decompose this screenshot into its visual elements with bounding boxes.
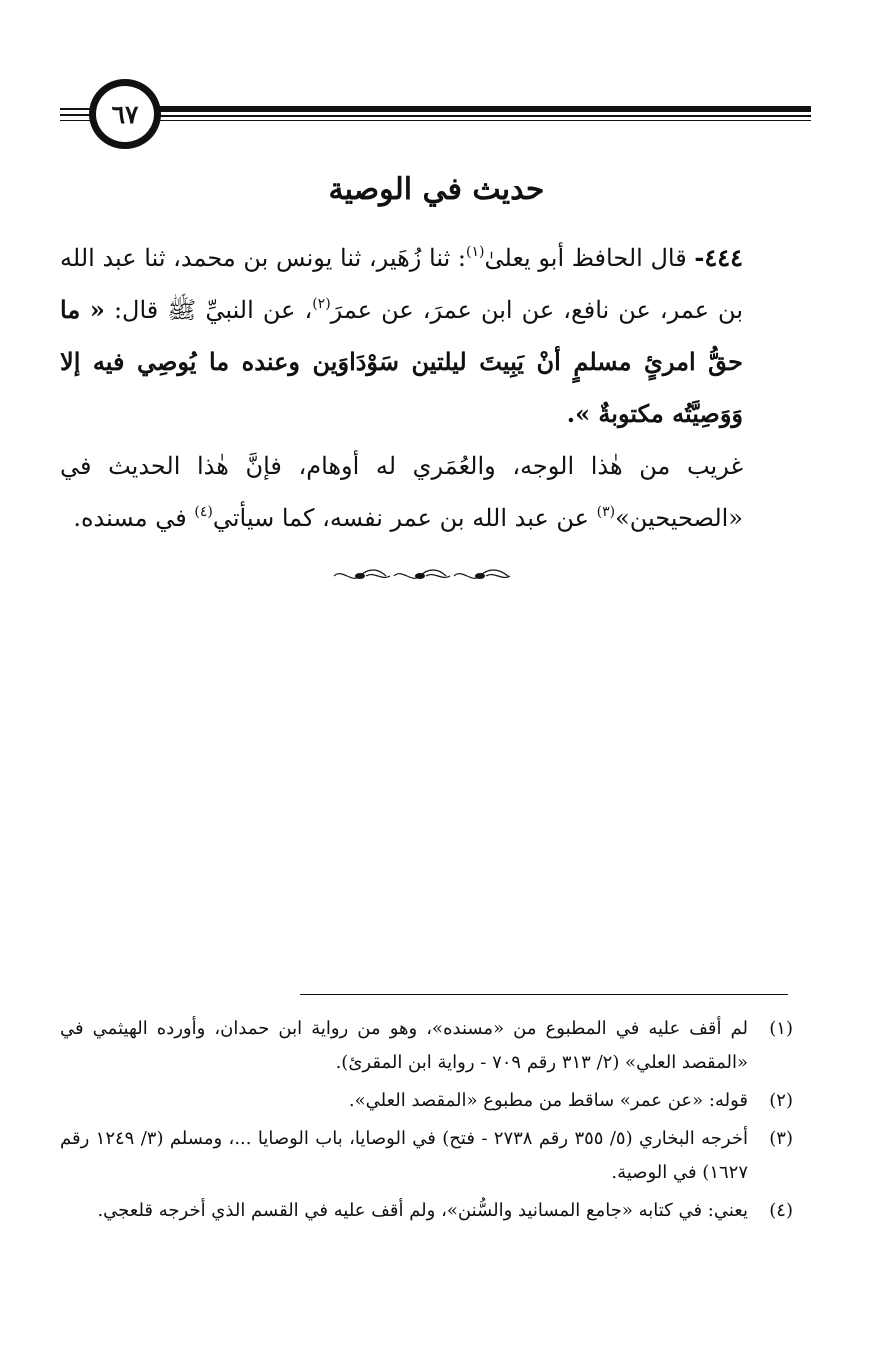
- isnad-text: قال الحافظ أبو يعلىٰ: [484, 244, 687, 272]
- footnote-ref[interactable]: (٢): [312, 296, 331, 312]
- section-divider-ornament: [330, 568, 515, 584]
- footnote-ref[interactable]: (١): [466, 244, 485, 260]
- section-title: حديث في الوصية: [328, 172, 545, 207]
- commentary-text: في مسنده.: [73, 504, 195, 532]
- footnote-separator: [300, 994, 788, 995]
- footnotes: [60, 1012, 793, 1232]
- footnote-ref[interactable]: (٣): [596, 504, 616, 520]
- footnote-number: (٣): [769, 1128, 793, 1149]
- commentary-paragraph: [60, 440, 813, 544]
- header-rule: [150, 115, 811, 117]
- footnote-text: قوله: «عن عمر» ساقط من مطبوع «المقصد العلي».: [348, 1090, 748, 1111]
- footnote-number: (٤): [769, 1200, 793, 1221]
- footnote-text: أخرجه البخاري (٥/ ٣٥٥ رقم ٢٧٣٨ - فتح) في الوصايا، باب الوصايا ...، ومسلم (٣/ ١٢٤٩ رقم ١٦٢٧) في الوصية.: [60, 1128, 748, 1183]
- commentary-text: غريب من هٰذا الوجه، والعُمَري له أوهام، فإنَّ هٰذا الحديث في «الصحيحين»: [60, 452, 743, 532]
- footnote-item: [60, 1012, 793, 1080]
- page-number-medallion: [89, 79, 161, 149]
- footnote-item: [60, 1084, 793, 1118]
- isnad-text: ، عن النبيِّ ﷺ قال:: [104, 296, 313, 324]
- hadith-number: ٤٤٤-: [694, 243, 744, 272]
- footnote-text: لم أقف عليه في المطبوع من «مسنده»، وهو من رواية ابن حمدان، وأورده الهيثمي في «المقصد العلي» (٢/ ٣١٣ رقم ٧٠٩ - رواية ابن المقرئ).: [60, 1018, 748, 1073]
- hadith-paragraph: [60, 232, 813, 440]
- footnote-text: يعني: في كتابه «جامع المسانيد والسُّنن»، ولم أقف عليه في القسم الذي أخرجه قلعجي.: [97, 1200, 748, 1221]
- isnad-text: : ثنا زُهَير، ثنا يونس بن محمد، ثنا عبد الله بن عمر، عن نافع، عن ابن عمرَ، عن عمرَ: [60, 244, 744, 324]
- footnote-item: [60, 1122, 793, 1190]
- footnote-ref[interactable]: (٤): [194, 504, 213, 520]
- footnote-item: [60, 1194, 793, 1228]
- hadith-quote: « ما حقُّ امرئٍ مسلمٍ أنْ يَبِيتَ ليلتين سَوْدَاوَين وعنده ما يُوصِي فيه إلا وَوَصِيَّتُه مكتوبةٌ ».: [60, 295, 743, 428]
- header-rule: [150, 120, 811, 121]
- commentary-text: عن عبد الله بن عمر نفسه، كما سيأتي: [212, 504, 597, 532]
- footnote-number: (١): [769, 1018, 793, 1039]
- page-number: ٦٧: [111, 99, 139, 129]
- header-rule: [150, 106, 811, 112]
- footnote-number: (٢): [769, 1090, 793, 1111]
